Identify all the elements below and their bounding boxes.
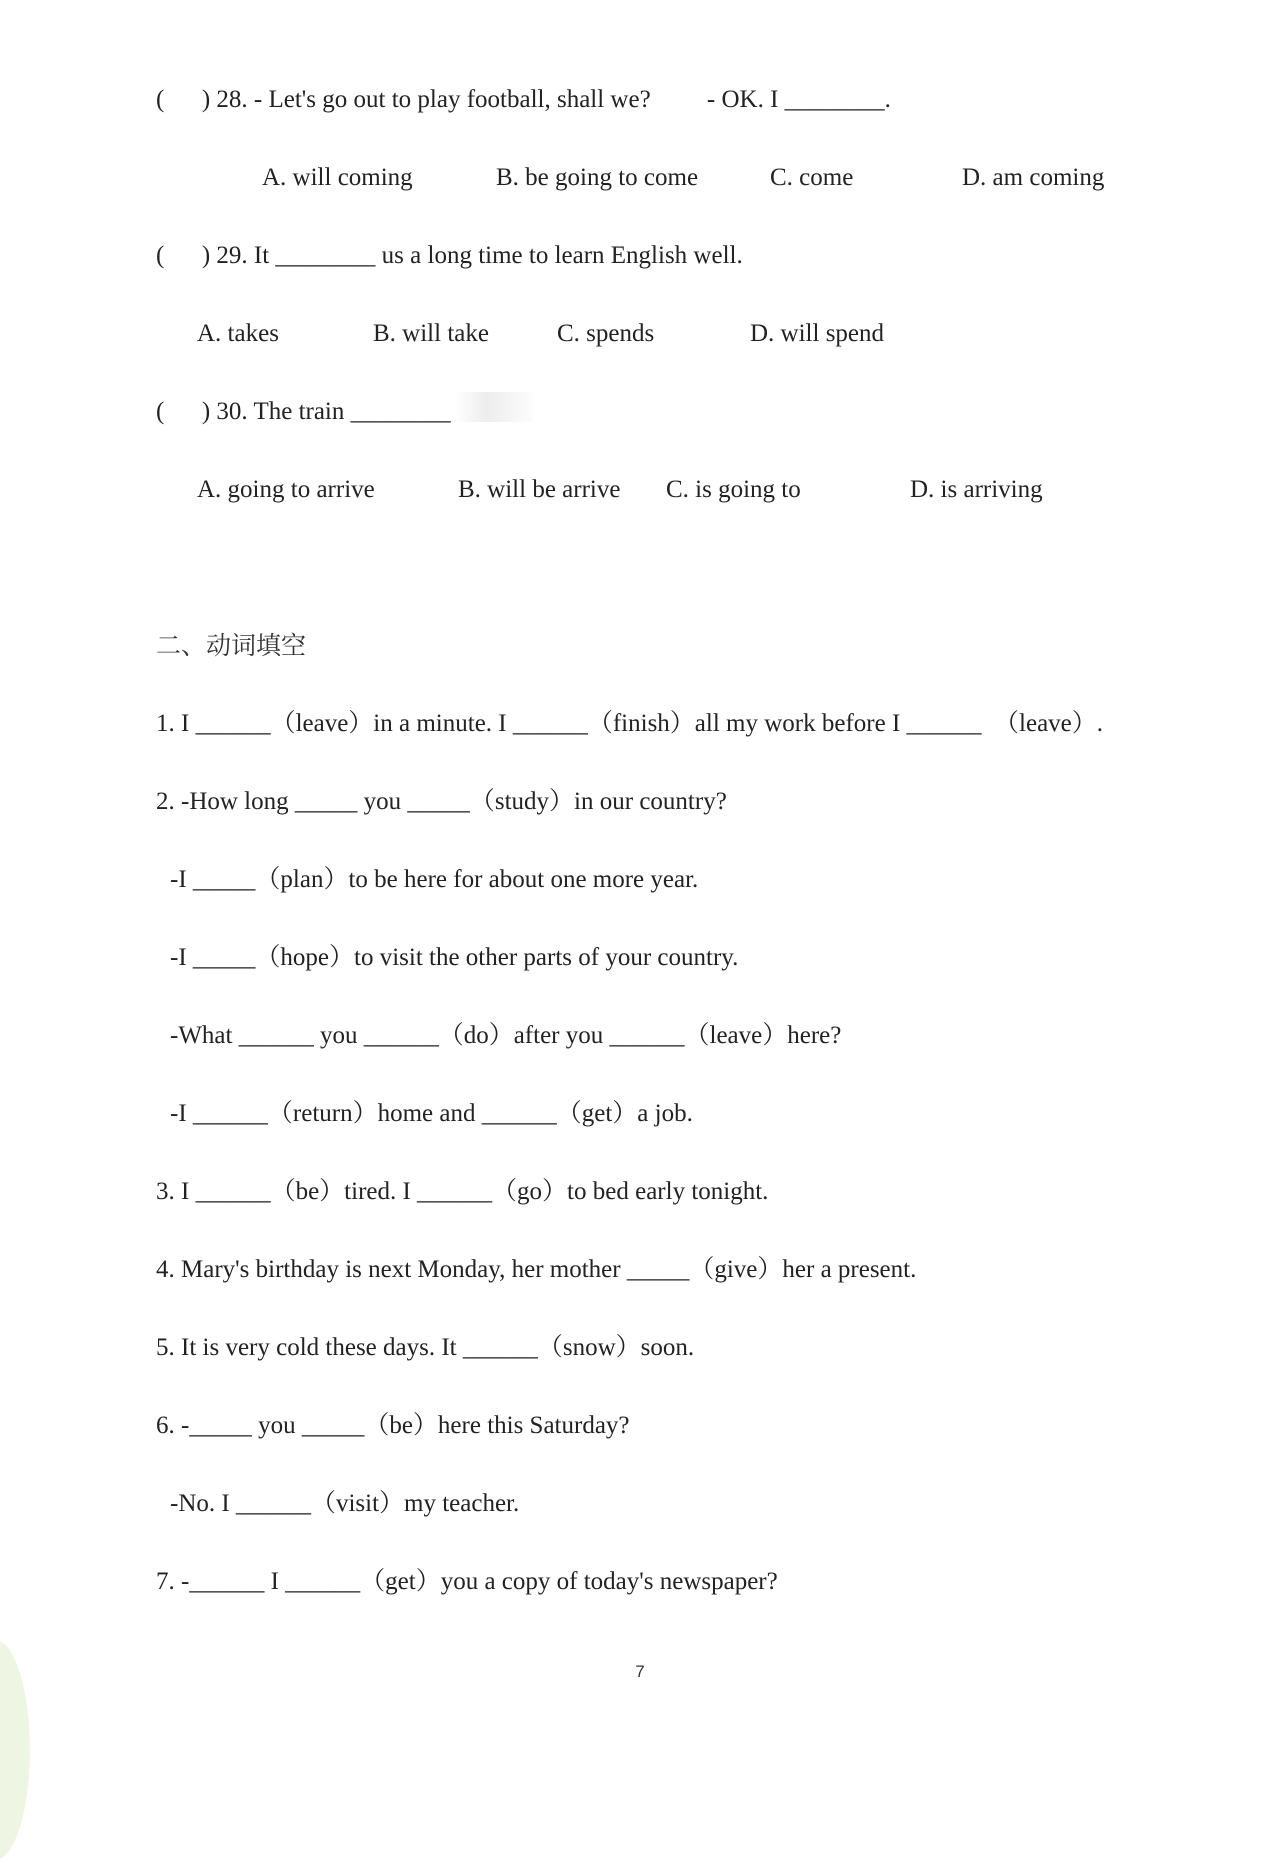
fill-line-3: 3. I ______（be）tired. I ______（go）to bed early tonight. bbox=[156, 1178, 769, 1205]
question-30-option-a: A. going to arrive bbox=[197, 476, 375, 503]
fill-line-7: 7. -______ I ______（get）you a copy of today's newspaper? bbox=[156, 1568, 778, 1595]
fill-line-6-reply: -No. I ______（visit）my teacher. bbox=[170, 1490, 520, 1517]
question-29-option-a: A. takes bbox=[197, 320, 279, 347]
fill-line-2: 2. -How long _____ you _____（study）in our country? bbox=[156, 788, 727, 815]
question-28-option-b: B. be going to come bbox=[496, 164, 699, 191]
fill-line-4: 4. Mary's birthday is next Monday, her mother _____（give）her a present. bbox=[156, 1256, 917, 1283]
fill-line-2-return: -I ______（return）home and ______（get）a job. bbox=[170, 1100, 693, 1127]
fill-line-6: 6. -_____ you _____（be）here this Saturday? bbox=[156, 1412, 630, 1439]
fill-line-2-plan: -I _____（plan）to be here for about one more year. bbox=[170, 866, 699, 893]
question-30-option-c: C. is going to bbox=[666, 476, 801, 503]
question-29-option-b: B. will take bbox=[373, 320, 489, 347]
question-28-option-a: A. will coming bbox=[262, 164, 413, 191]
fill-line-5: 5. It is very cold these days. It ______（snow）soon. bbox=[156, 1334, 695, 1361]
blurred-region bbox=[455, 392, 533, 422]
question-29-stem: ( ) 29. It ________ us a long time to learn English well. bbox=[156, 242, 743, 269]
question-30-stem: ( ) 30. The train ________ bbox=[156, 398, 451, 425]
section-heading: 二、动词填空 bbox=[156, 631, 307, 660]
fill-line-1: 1. I ______（leave）in a minute. I ______（finish）all my work before I ______ （leave）. bbox=[156, 710, 1104, 737]
question-30-option-d: D. is arriving bbox=[910, 476, 1043, 503]
question-30-option-b: B. will be arrive bbox=[458, 476, 621, 503]
fill-line-2-hope: -I _____（hope）to visit the other parts of your country. bbox=[170, 944, 739, 971]
question-29-option-c: C. spends bbox=[557, 320, 655, 347]
fill-line-2-what: -What ______ you ______（do）after you ______（leave）here? bbox=[170, 1022, 842, 1049]
question-29-option-d: D. will spend bbox=[750, 320, 885, 347]
question-28-option-d: D. am coming bbox=[962, 164, 1105, 191]
question-28-stem: ( ) 28. - Let's go out to play football, shall we? - OK. I ________. bbox=[156, 86, 891, 113]
question-28-option-c: C. come bbox=[770, 164, 854, 191]
page-number: 7 bbox=[635, 1662, 645, 1681]
